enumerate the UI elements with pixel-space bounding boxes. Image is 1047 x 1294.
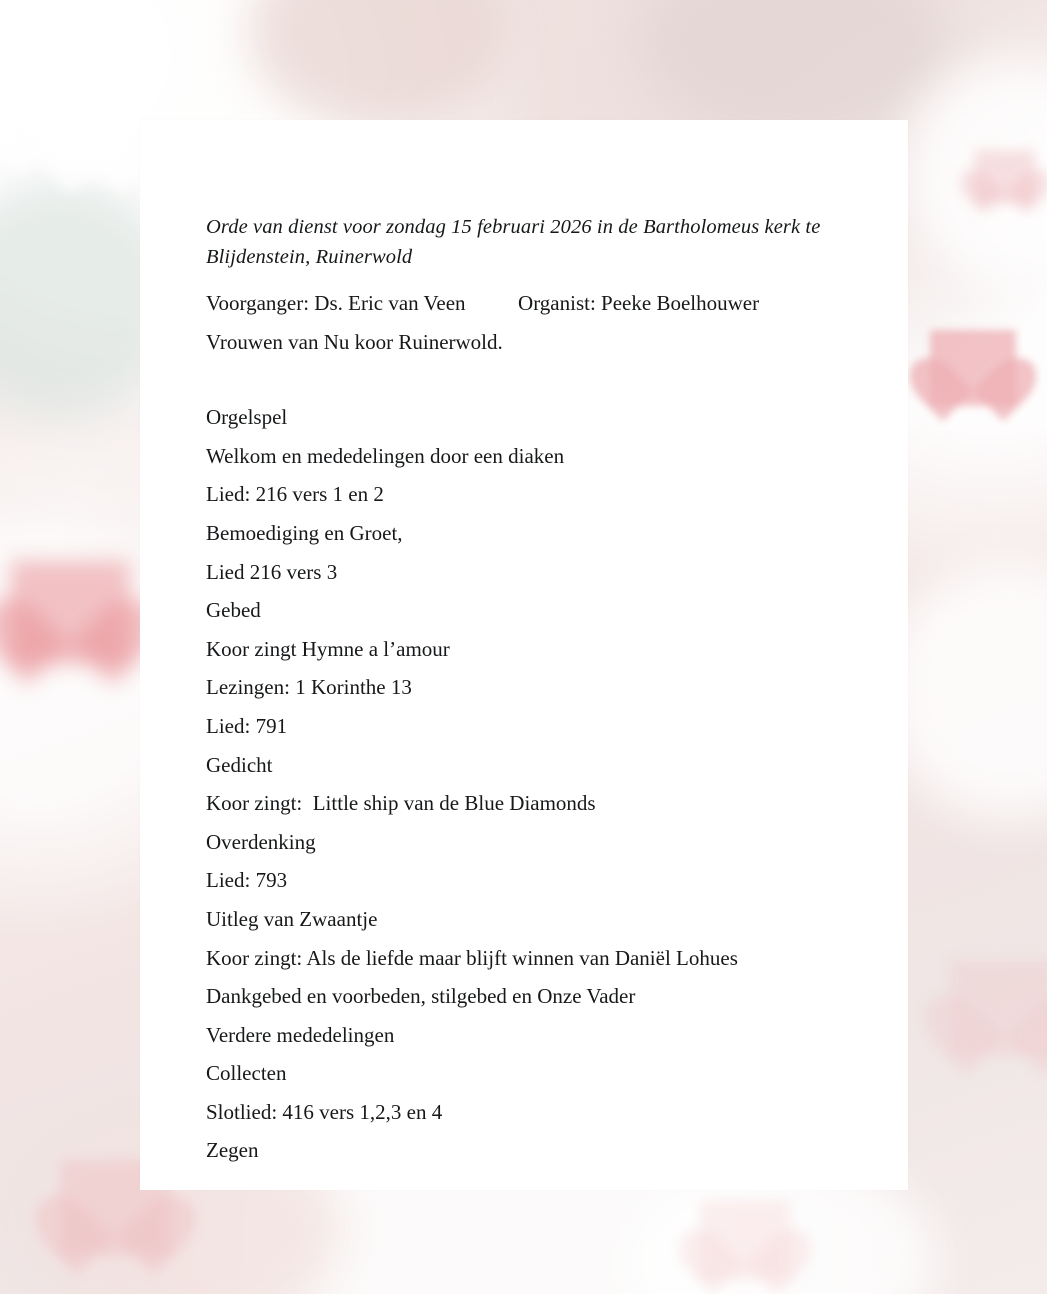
order-item: Collecten	[206, 1061, 287, 1086]
heart-icon	[60, 120, 130, 182]
order-item: Slotlied: 416 vers 1,2,3 en 4	[206, 1099, 443, 1124]
heart-icon	[930, 330, 1016, 406]
order-item: Koor zingt Hymne a l’amour	[206, 636, 450, 661]
order-item: Koor zingt: Little ship van de Blue Diamonds	[206, 791, 596, 816]
order-item: Lezingen: 1 Korinthe 13	[206, 675, 412, 700]
document-page	[140, 120, 908, 1190]
bokeh-blob	[640, 0, 940, 140]
heart-icon	[950, 960, 1047, 1056]
heart-icon	[700, 1200, 790, 1280]
order-item: Koor zingt: Als de liefde maar blijft winnen van Daniël Lohues	[206, 945, 738, 970]
document-body	[206, 212, 868, 1170]
heart-icon	[10, 560, 130, 665]
order-item: Overdenking	[206, 829, 316, 854]
order-item: Bemoediging en Groet,	[206, 520, 403, 545]
document-title: Orde van dienst voor zondag 15 februari 2026 in de Bartholomeus kerk te Blijdenstein, Ruinerwold	[206, 216, 821, 268]
bokeh-blob	[250, 0, 510, 130]
order-item: Zegen	[206, 1138, 259, 1163]
order-item: Orgelspel	[206, 405, 288, 430]
order-item: Lied: 793	[206, 868, 288, 893]
order-item: Gebed	[206, 598, 261, 623]
header-line-koor: Vrouwen van Nu koor Ruinerwold.	[206, 329, 503, 354]
header-line-voorganger: Voorganger: Ds. Eric van Veen Organist: Peeke Boelhouwer	[206, 291, 760, 315]
order-item: Gedicht	[206, 752, 273, 777]
heart-icon	[975, 150, 1035, 204]
order-item: Uitleg van Zwaantje	[206, 906, 378, 931]
order-item: Welkom en mededelingen door een diaken	[206, 443, 565, 468]
order-item: Verdere mededelingen	[206, 1022, 395, 1047]
order-item: Lied: 216 vers 1 en 2	[206, 482, 384, 507]
order-item: Lied 216 vers 3	[206, 559, 338, 584]
order-item: Lied: 791	[206, 713, 288, 738]
order-item: Dankgebed en voorbeden, stilgebed en Onze Vader	[206, 984, 636, 1009]
